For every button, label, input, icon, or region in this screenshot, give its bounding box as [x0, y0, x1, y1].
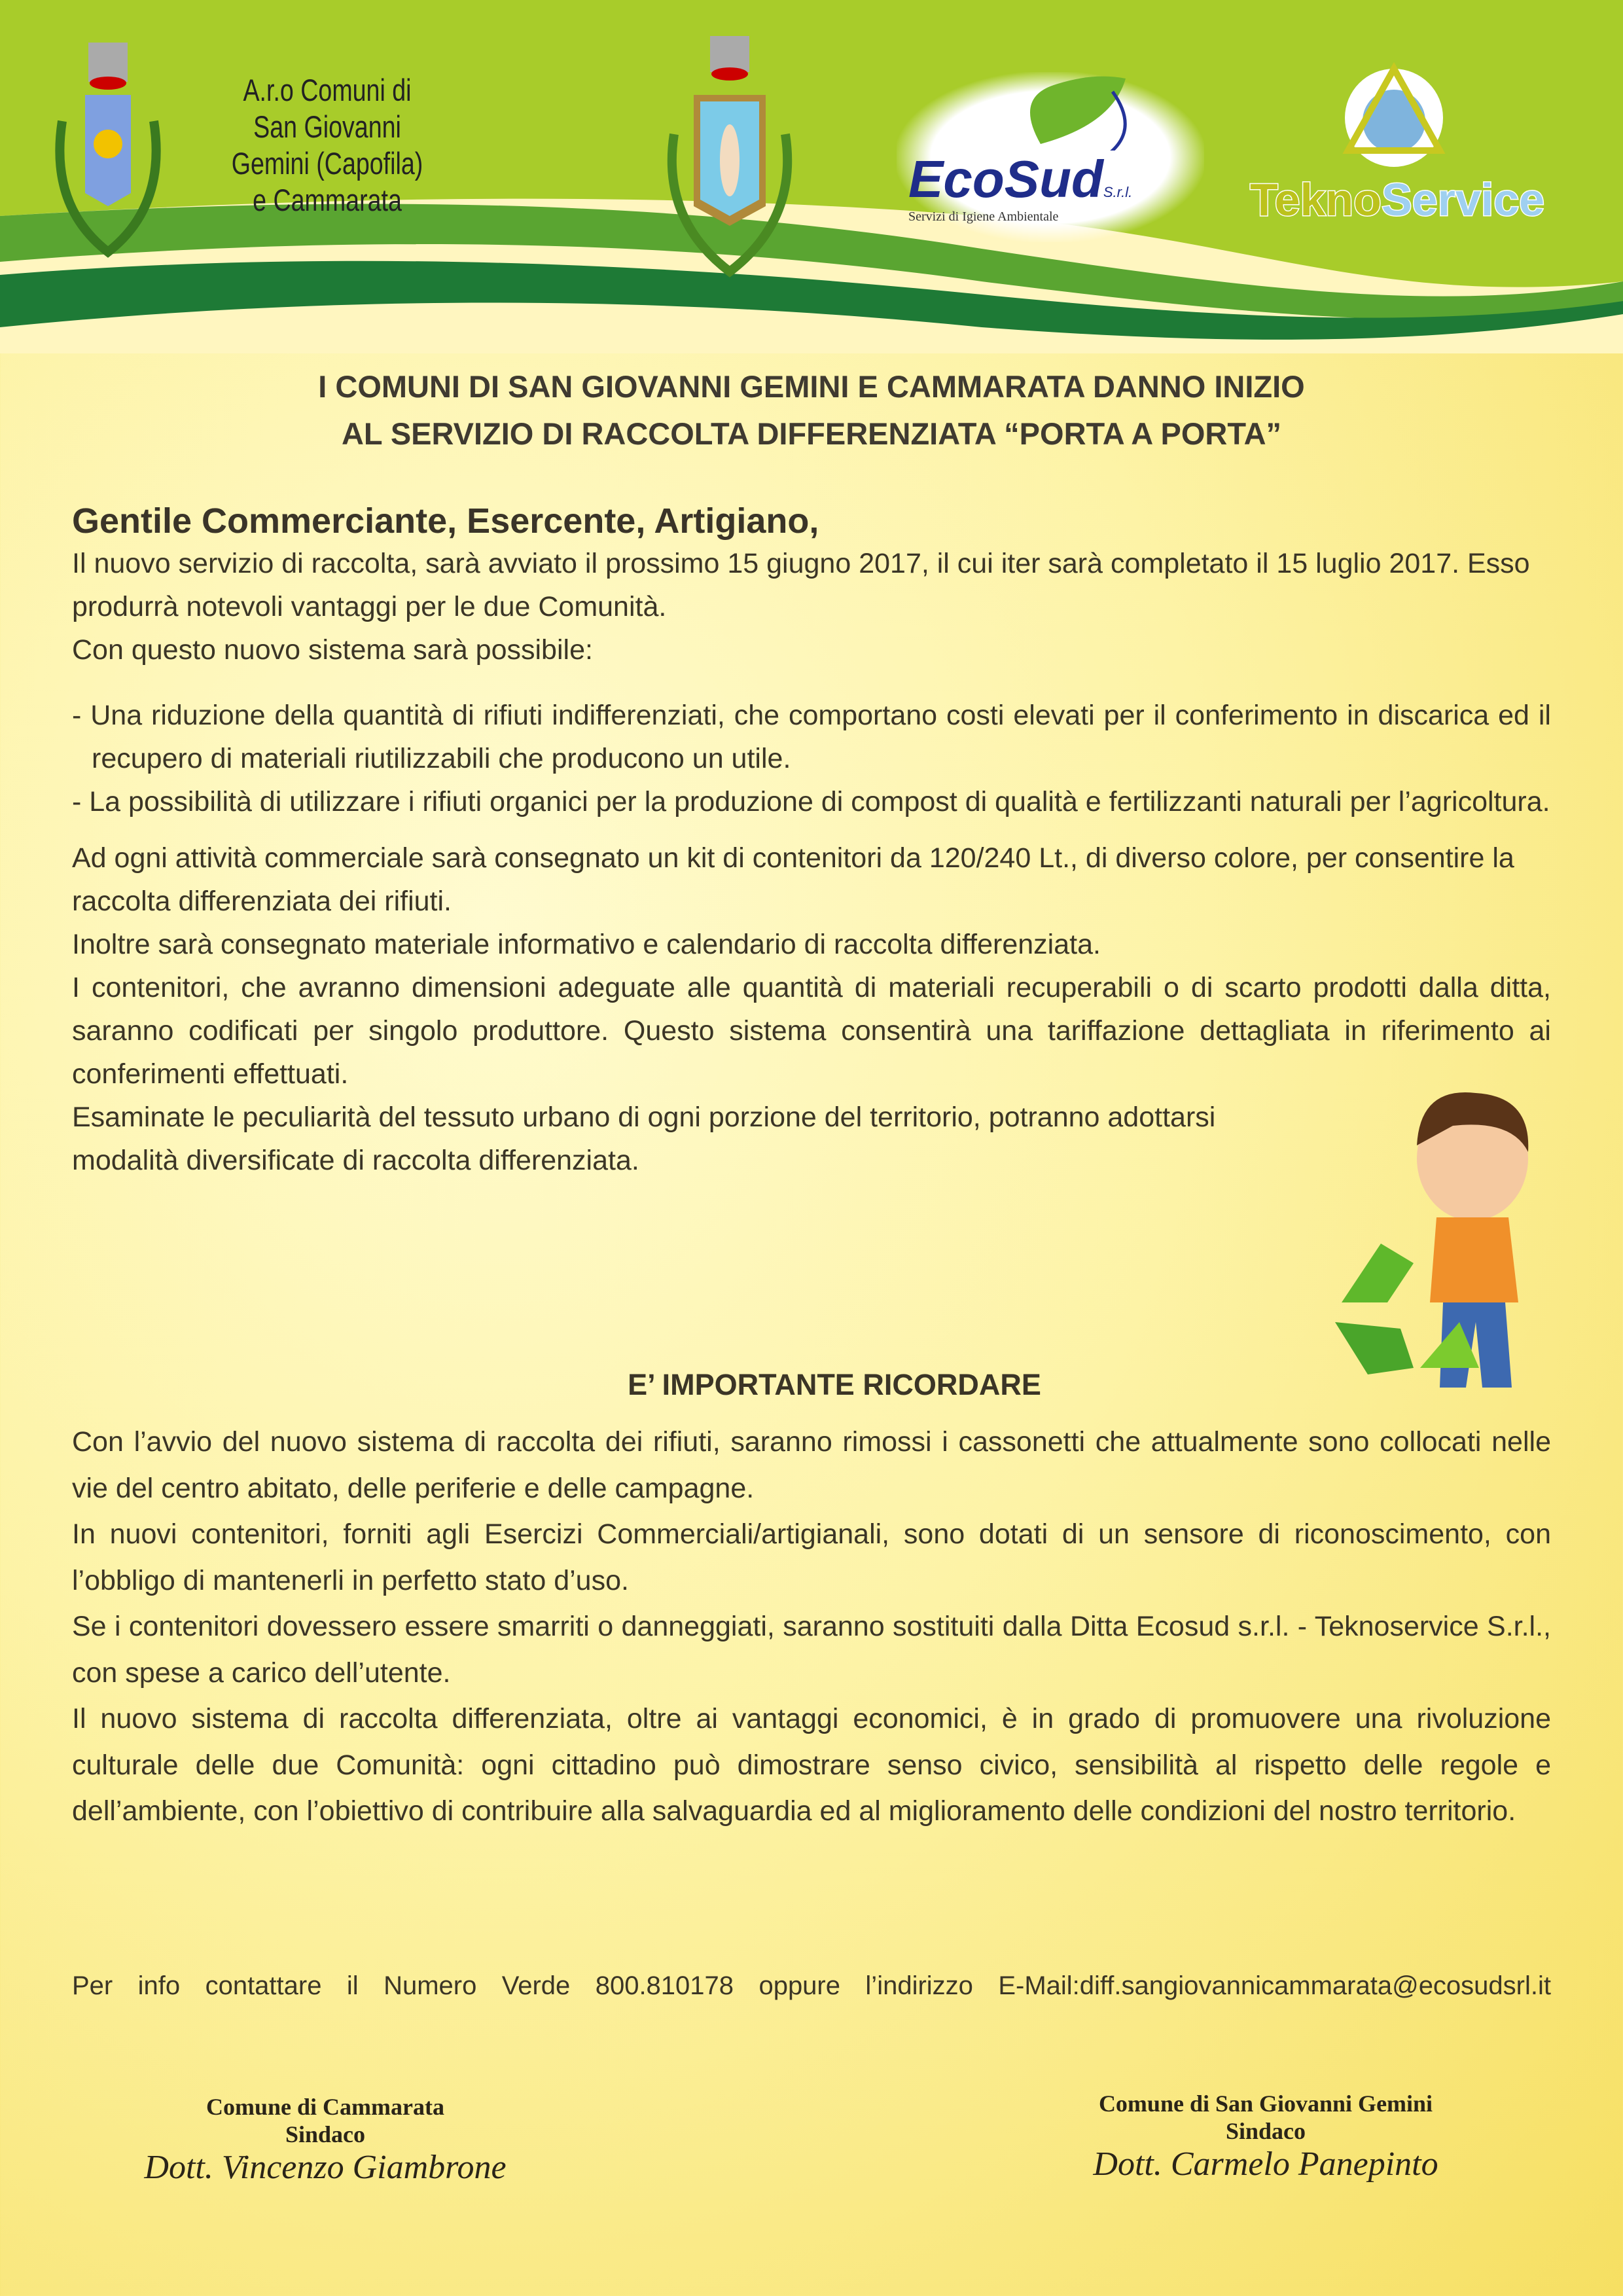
body-paragraph: Ad ogni attività commerciale sarà consegnato un kit di contenitori da 120/240 Lt., di diverso colore, per consentire la raccolta differenziata dei rifiuti.: [72, 842, 1514, 917]
boy-with-recycle-symbol-illustration: [1322, 1086, 1544, 1401]
ecosud-suffix: S.r.l.: [1103, 184, 1133, 200]
reminder-paragraph: Il nuovo sistema di raccolta differenziata, oltre ai vantaggi economici, è in grado di promuovere una rivoluzione culturale delle due Comunità: ogni cittadino può dimostrare senso civico, sensibilità al rispetto delle regole e dell’ambiente, con l’obiettivo di contribuire alla salvaguardia ed al miglioramento delle condizioni del nostro territorio.: [72, 1703, 1551, 1827]
section-title: E’ IMPORTANTE RICORDARE: [628, 1368, 1041, 1401]
body-paragraph: I contenitori, che avranno dimensioni adeguate alle quantità di materiali recuperabili o di scarto prodotti dalla ditta, saranno codificati per singolo produttore. Questo sistema consentirà una tariffazione dettagliata in riferimento ai conferimenti effettuati.: [72, 972, 1551, 1090]
header-banner: [0, 0, 1623, 353]
greeting: Gentile Commerciante, Esercente, Artigiano,: [72, 501, 819, 541]
signature-name: Dott. Carmelo Panepinto: [1093, 2145, 1438, 2183]
aro-line-1: A.r.o Comuni di: [243, 73, 412, 107]
aro-line-3: e Cammarata: [253, 183, 402, 217]
recycling-globe-icon: [1335, 59, 1453, 170]
reminder-text: [72, 1419, 1551, 1835]
signature-cammarata: [129, 2093, 522, 2187]
leaf-icon: [1014, 72, 1145, 151]
signature-name: Dott. Vincenzo Giambrone: [144, 2149, 507, 2186]
ecosud-name: EcoSud: [908, 150, 1103, 208]
san-giovanni-gemini-coat-of-arms-icon: [49, 43, 180, 278]
reminder-paragraph: Con l’avvio del nuovo sistema di raccolta dei rifiuti, saranno rimossi i cassonetti che attualmente sono collocati nelle vie del centro abitato, delle periferie e delle campagne.: [72, 1426, 1551, 1504]
signature-comune: Comune di San Giovanni Gemini: [1098, 2090, 1433, 2117]
page-title: [0, 363, 1623, 457]
title-line-2: AL SERVIZIO DI RACCOLTA DIFFERENZIATA “PORTA A PORTA”: [341, 416, 1282, 451]
contact-info: Per info contattare il Numero Verde 800.810178 oppure l’indirizzo E-Mail:diff.sangiovannicammarata@ecosudsrl.it: [72, 1971, 1551, 2000]
signature-comune: Comune di Cammarata: [206, 2094, 444, 2120]
bullet-item: - La possibilità di utilizzare i rifiuti organici per la produzione di compost di qualità e fertilizzanti naturali per l’agricoltura.: [72, 786, 1550, 817]
reminder-paragraph: In nuovi contenitori, forniti agli Esercizi Commerciali/artigianali, sono dotati di un sensore di riconoscimento, con l’obbligo di mantenerli in perfetto stato d’uso.: [72, 1518, 1551, 1596]
bullet-item: - Una riduzione della quantità di rifiuti indifferenziati, che comportano costi elevati per il conferimento in discarica ed il recupero di materiali riutilizzabili che producono un utile.: [72, 700, 1551, 774]
cammarata-coat-of-arms-icon: [648, 36, 812, 285]
reminder-paragraph: Se i contenitori dovessero essere smarriti o danneggiati, saranno sostituiti dalla Ditta Ecosud s.r.l. - Teknoservice S.r.l., con spese a carico dell’utente.: [72, 1611, 1551, 1689]
ecosud-tagline: Servizi di Igiene Ambientale: [908, 209, 1059, 224]
title-line-1: I COMUNI DI SAN GIOVANNI GEMINI E CAMMARATA DANNO INIZIO: [318, 369, 1305, 404]
signature-role: Sindaco: [1225, 2118, 1306, 2144]
body-paragraph: Esaminate le peculiarità del tessuto urbano di ogni porzione del territorio, potranno adottarsi modalità diversificate di raccolta differenziata.: [72, 1102, 1216, 1176]
teknoservice-part1: Tekno: [1250, 174, 1382, 225]
intro-paragraph: Con questo nuovo sistema sarà possibile:: [72, 634, 593, 666]
teknoservice-part2: Service: [1381, 174, 1545, 225]
teknoservice-logo: [1237, 59, 1551, 236]
aro-title: [223, 72, 432, 219]
signature-role: Sindaco: [285, 2121, 366, 2147]
intro-paragraph: Il nuovo servizio di raccolta, sarà avviato il prossimo 15 giugno 2017, il cui iter sarà completato il 15 luglio 2017. Esso produrrà notevoli vantaggi per le due Comunità.: [72, 548, 1530, 622]
body-paragraph: Inoltre sarà consegnato materiale informativo e calendario di raccolta differenziata.: [72, 929, 1101, 960]
ecosud-logo: [897, 72, 1204, 242]
aro-line-2: San Giovanni Gemini (Capofila): [231, 109, 423, 181]
signature-san-giovanni-gemini: [1037, 2090, 1495, 2184]
